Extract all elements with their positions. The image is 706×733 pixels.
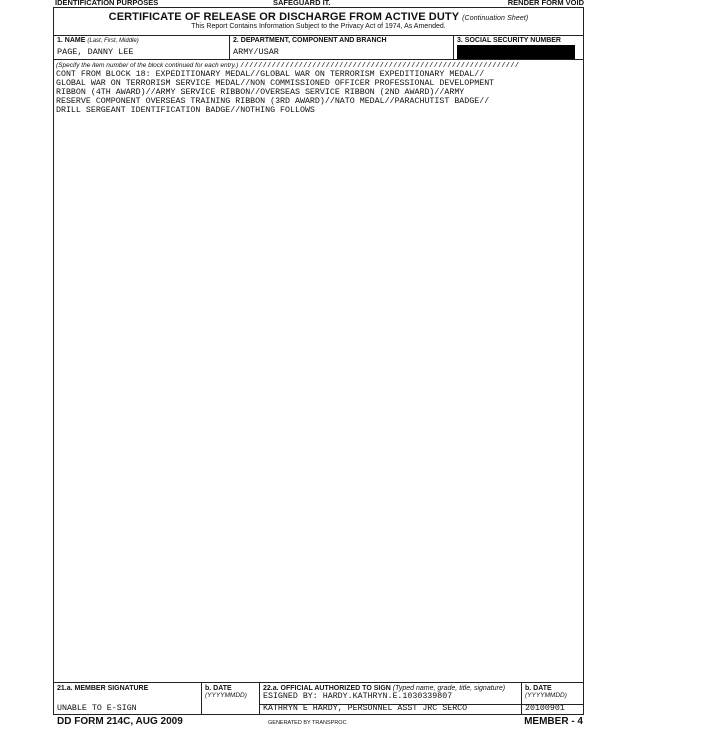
name-label-line <box>57 37 139 44</box>
banner-right-text: RENDER FORM VOID <box>507 0 584 7</box>
department-label: 2. DEPARTMENT, COMPONENT AND BRANCH <box>233 37 387 44</box>
identity-row <box>54 35 583 60</box>
form-subtitle: (Continuation Sheet) <box>462 15 529 22</box>
form-footer <box>53 716 586 730</box>
official-date-block <box>522 683 582 714</box>
continuation-text: CONT FROM BLOCK 18: EXPEDITIONARY MEDAL//GLOBAL WAR ON TERRORISM EXPEDITIONARY MEDAL// GLOBAL WAR ON TERRORISM SERVICE MEDAL//NON COMMISSIONED OFFICER PROFESSIONAL DEVELOPMENT RIBBON (4TH AWARD)//ARMY SERVICE RIBBON//OVERSEAS SERVICE RIBBON (2ND AWARD)//ARMY RESERVE COMPONENT OVERSEAS TRAINING RIBBON (3RD AWARD)//NATO MEDAL//PARACHUTIST BADGE// DRILL SERGEANT IDENTIFICATION BADGE//NOTHING FOLLOWS <box>56 70 495 115</box>
official-label-line <box>263 685 505 692</box>
copy-label: MEMBER - 4 <box>524 716 583 727</box>
name-hint: (Last, First, Middle) <box>87 38 139 44</box>
member-signature-label: 21.a. MEMBER SIGNATURE <box>57 685 149 692</box>
member-signature-value: UNABLE TO E-SIGN <box>57 704 137 713</box>
member-date-format: (YYYYMMDD) <box>205 692 247 699</box>
member-date-label: b. DATE <box>205 685 232 692</box>
name-label: 1. NAME <box>57 37 86 44</box>
continuation-instruction: (Specify the item number of the block continued for each entry.) <box>56 62 239 69</box>
dd214c-form <box>53 7 584 715</box>
official-hint: (Typed name, grade, title, signature) <box>392 685 506 692</box>
ssn-redaction-bar <box>457 45 575 59</box>
ssn-block <box>454 36 582 59</box>
continuation-slashes: ////////////////////////////////////////////////////////////// <box>240 62 520 70</box>
official-label: 22.a. OFFICIAL AUTHORIZED TO SIGN <box>263 685 391 692</box>
form-header <box>54 8 583 34</box>
name-block <box>54 36 230 59</box>
continuation-instruction-line <box>56 62 582 70</box>
name-value: PAGE, DANNY LEE <box>57 47 134 57</box>
official-signature-block <box>260 683 522 714</box>
signature-divider <box>260 704 583 705</box>
official-date-value: 20100901 <box>525 704 565 713</box>
official-esign: ESIGNED BY: HARDY.KATHRYN.E.1030339807 <box>263 692 453 701</box>
ssn-label: 3. SOCIAL SECURITY NUMBER <box>457 37 561 44</box>
official-date-format: (YYYYMMDD) <box>525 692 567 699</box>
form-title-text: CERTIFICATE OF RELEASE OR DISCHARGE FROM ACTIVE DUTY <box>108 11 459 23</box>
member-signature-block <box>54 683 202 714</box>
department-block <box>230 36 454 59</box>
banner-middle-text: SAFEGUARD IT. <box>273 0 331 7</box>
member-date-block <box>202 683 260 714</box>
generated-by: GENERATED BY TRANSPROC <box>268 720 347 726</box>
signature-row <box>54 682 583 714</box>
banner-left-text: IDENTIFICATION PURPOSES <box>55 0 159 7</box>
privacy-notice: This Report Contains Information Subject to the Privacy Act of 1974, As Amended. <box>191 23 446 30</box>
official-name: KATHRYN E HARDY, PERSONNEL ASST JRC SERCO <box>263 704 468 713</box>
continuation-block <box>56 62 582 682</box>
form-title <box>54 11 583 23</box>
official-date-label: b. DATE <box>525 685 552 692</box>
top-banner <box>53 0 586 7</box>
form-id: DD FORM 214C, AUG 2009 <box>57 716 183 727</box>
department-value: ARMY/USAR <box>233 47 279 57</box>
